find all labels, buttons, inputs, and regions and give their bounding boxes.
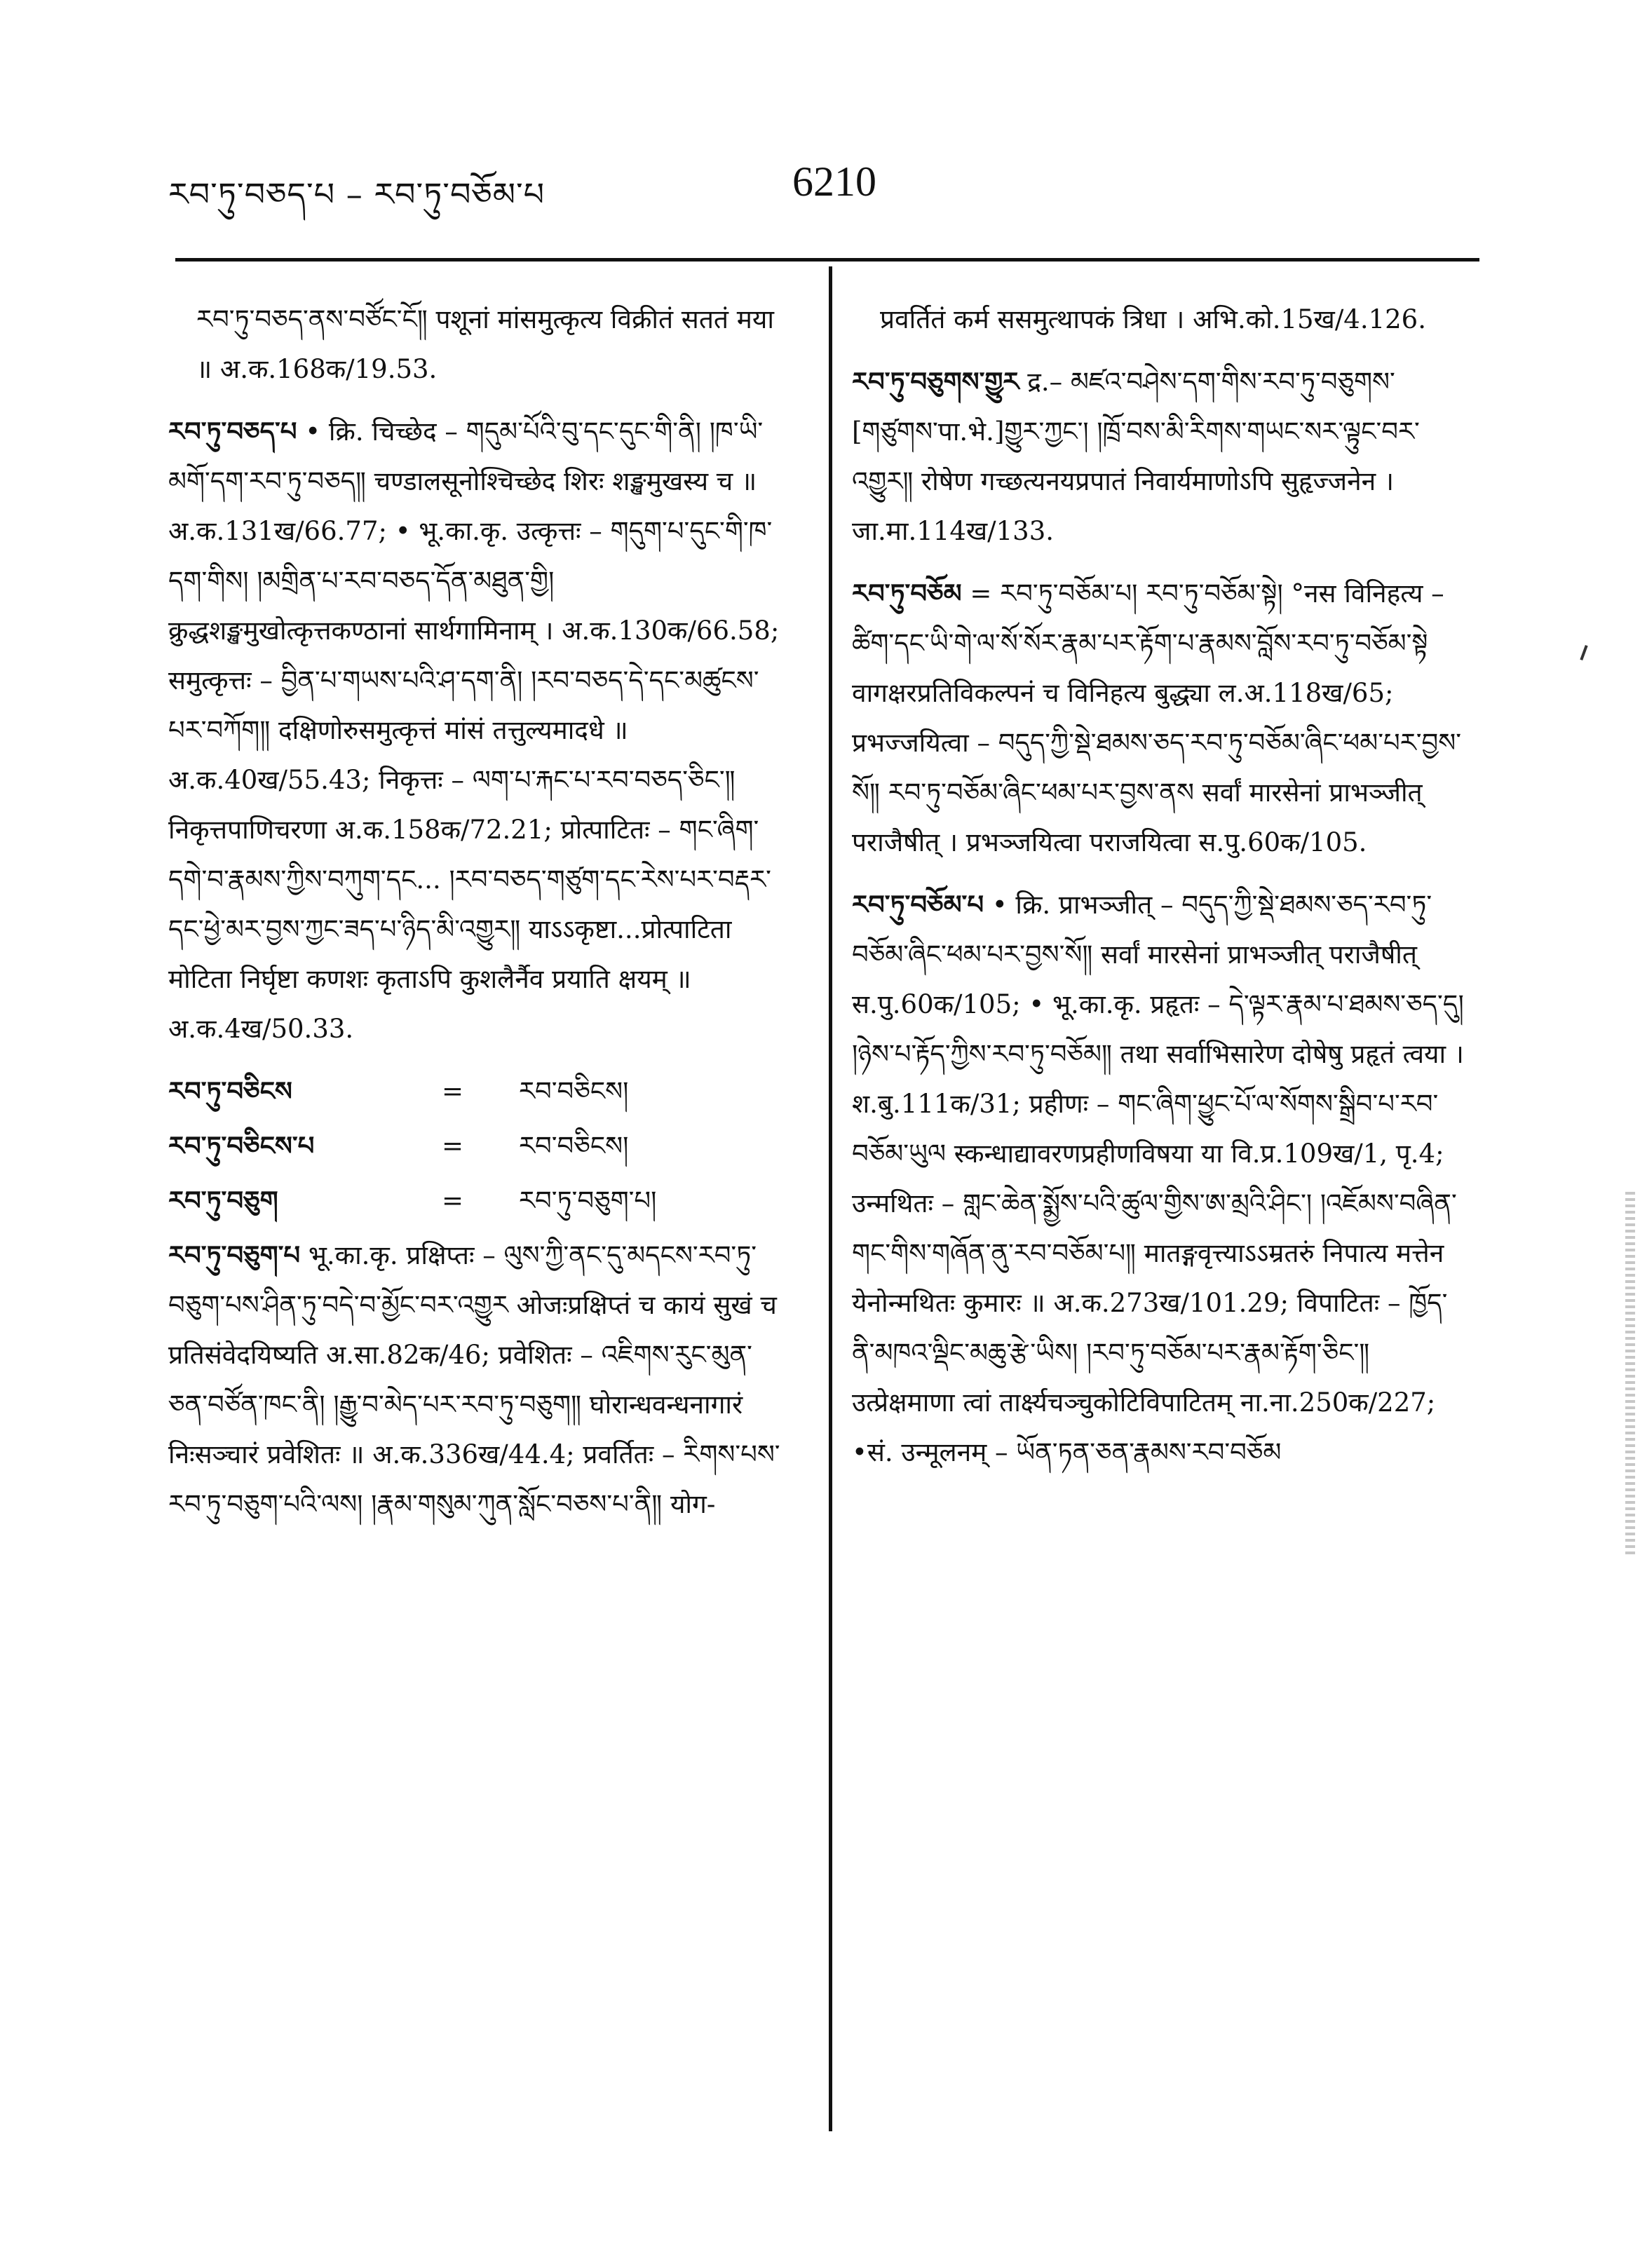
xref-target: རབ་ཏུ་བཅུག་པ། [519, 1186, 657, 1216]
continuation-text: རབ་ཏུ་བཅད་ནས་བཙོང་ངོ༎ पशूनां मांसमुत्कृत्य विक्रीतं सततं मया ॥ अ.क.168क/19.53. [196, 304, 774, 384]
xref-target: རབ་བཅིངས། [519, 1076, 629, 1106]
dictionary-entry [852, 357, 1469, 556]
entry-headword: རབ་ཏུ་བཅད་པ [168, 416, 297, 447]
running-head: རབ་ཏུ་བཅད་པ – རབ་ཏུ་བཅོམ་པ [168, 175, 545, 213]
header-rule [175, 258, 1479, 262]
dictionary-entry [168, 407, 785, 1054]
entry-headword: རབ་ཏུ་བཅོམ [852, 578, 962, 609]
cross-reference [168, 1176, 785, 1230]
entry-body: द्र.– མཛའ་བཤེས་དག་གིས་རབ་ཏུ་བཅུགས་[གཙུགས་पा.भे.]གྱུར་ཀྱང་། །ཁྲོ་བས་མི་རིགས་གཡང་སར་ལྟུང་བར་འགྱུར༎ रोषेण गच्छत्यनयप्रपातं निवार्यमाणोऽपि सुहृज्जनेन । जा.मा.114ख/133. [852, 367, 1420, 546]
xref-equals: = [442, 1186, 464, 1216]
xref-equals: = [442, 1131, 464, 1161]
xref-headword: རབ་ཏུ་བཅིངས [168, 1075, 292, 1106]
page-header [168, 151, 1486, 228]
scan-mark [1580, 645, 1587, 660]
xref-headword: རབ་ཏུ་བཅིངས་པ [168, 1130, 315, 1161]
entry-body: = རབ་ཏུ་བཅོམ་པ། རབ་ཏུ་བཅོམ་སྟེ། °नस विनिहत्य – ཚིག་དང་ཡི་གེ་ལ་སོ་སོར་རྣམ་པར་རྟོག་པ་རྣམས་བློས་རབ་ཏུ་བཅོམ་སྟེ वागक्षरप्रतिविकल्पनं च विनिहत्य बुद्ध्या ल.अ.118ख/65; प्रभज्जयित्वा – བདུད་ཀྱི་སྡེ་ཐམས་ཅད་རབ་ཏུ་བཅོམ་ཞིང་ཕམ་པར་བྱས་སོ༎ རབ་ཏུ་བཅོམ་ཞིང་ཕམ་པར་བྱས་ནས सर्वां मारसेनां प्राभञ्जीत् पराजैषीत् । प्रभञ्जयित्वा पराजयित्वा स.पु.60क/105. [852, 578, 1461, 857]
xref-equals: = [442, 1076, 464, 1106]
dictionary-entry [852, 569, 1469, 867]
xref-target: རབ་བཅིངས། [519, 1131, 629, 1161]
left-column [168, 294, 785, 1542]
page-number: 6210 [792, 158, 876, 205]
column-divider [829, 266, 832, 2131]
entry-body: • क्रि. प्राभञ्जीत् – བདུད་ཀྱི་སྡེ་ཐམས་ཅད་རབ་ཏུ་བཅོམ་ཞིང་ཕམ་པར་བྱས་སོ༎ सर्वां मारसेनां प्राभञ्जीत् पराजैषीत् स.पु.60क/105; • भू.का.कृ. प्रहृतः – དེ་ལྟར་རྣམ་པ་ཐམས་ཅད་དུ། །ཉེས་པ་རྟོད་ཀྱིས་རབ་ཏུ་བཅོམ༎ तथा सर्वाभिसारेण दोषेषु प्रहृतं त्वया । श.बु.111क/31; प्रहीणः – གང་ཞིག་ཕྱུང་པོ་ལ་སོགས་སྒྲིབ་པ་རབ་བཅོམ་ཡུལ स्कन्धाद्यावरणप्रहीणविषया या वि.प्र.109ख/1, पृ.4; उन्मथितः – གླང་ཆེན་སྨྱོས་པའི་ཚུལ་གྱིས་ཨ་མྲའི་ཤིང་། །འཇོམས་བཞིན་གང་གིས་གཞོན་ནུ་རབ་བཅོམ་པ༎ मातङ्गवृत्त्याऽऽम्रतरुं निपात्य मत्तेन येनोन्मथितः कुमारः ॥ अ.क.273ख/101.29; विपाटितः – ཁྱོད་ནི་མཁའ་ལྡིང་མཆུ་རྩེ་ཡིས། །རབ་ཏུ་བཅོམ་པར་རྣམ་རྟོག་ཅིང་༎ उत्प्रेक्षमाणा त्वां तार्क्ष्यचञ्चुकोटिविपाटितम् ना.ना.250क/227; •सं. उन्मूलनम् – ཡོན་ཏན་ཅན་རྣམས་རབ་བཅོམ [852, 890, 1464, 1467]
cross-reference [168, 1066, 785, 1121]
entry-headword: རབ་ཏུ་བཅོམ་པ [852, 889, 984, 920]
continuation-text: प्रवर्तितं कर्म ससमुत्थापकं त्रिधा । अभि.को.15ख/4.126. [880, 304, 1426, 334]
entry-headword: རབ་ཏུ་བཅུག་པ [168, 1240, 301, 1270]
scan-edge-noise [1625, 1192, 1635, 1556]
right-column [852, 294, 1469, 1490]
dictionary-entry [852, 880, 1469, 1477]
xref-headword: རབ་ཏུ་བཅུག [168, 1185, 278, 1216]
cross-reference [168, 1121, 785, 1176]
entry-body: • क्रि. चिच्छेद – གདུམ་པོའི་བུ་དང་དུང་གི་ནི། །ཁ་ཡི་མགོ་དག་རབ་ཏུ་བཅད༎ चण्डालसूनोश्चिच्छेद शिरः शङ्खमुखस्य च ॥ अ.क.131ख/66.77; • भू.का.कृ. उत्कृत्तः – གདུག་པ་དུང་གི་ཁ་དག་གིས། །མགྲིན་པ་རབ་བཅད་དོན་མཐུན་གྱི། क्रुद्धशङ्खमुखोत्कृत्तकण्ठानां सार्थगामिनाम् । अ.क.130क/66.58; समुत्कृत्तः – བྱིན་པ་གཡས་པའི་ཤ་དག་ནི། །རབ་བཅད་དེ་དང་མཚུངས་པར་བཀོག༎ दक्षिणोरुसमुत्कृत्तं मांसं तत्तुल्यमादधे ॥ अ.क.40ख/55.43; निकृत्तः – ལག་པ་རྐང་པ་རབ་བཅད་ཅིང་༎ निकृत्तपाणिचरणा अ.क.158क/72.21; प्रोत्पाटितः – གང་ཞིག་དགེ་བ་རྣམས་ཀྱིས་བཀུག་དང... །རབ་བཅད་གཙུག་དང་རེས་པར་བརྡར་དང་ཕྱེ་མར་བྱས་ཀྱང་ཟད་པ་ཉིད་མི་འགྱུར༎ याऽऽकृष्टा...प्रोत्पाटिता मोटिता निर्घृष्टा कणशः कृताऽपि कुशलैर्नैव प्रयाति क्षयम् ॥ अ.क.4ख/50.33. [168, 416, 780, 1044]
entry-headword: རབ་ཏུ་བཅུགས་གྱུར [852, 366, 1019, 397]
dictionary-entry [168, 1230, 785, 1529]
entry-body: भू.का.कृ. प्रक्षिप्तः – ལུས་ཀྱི་ནང་དུ་མདངས་རབ་ཏུ་བཅུག་པས་ཤིན་ཏུ་བདེ་བ་མྱོང་བར་འགྱུར ओजःप्रक्षिप्तं च कायं सुखं च प्रतिसंवेदयिष्यति अ.सा.82क/46; प्रवेशितः – འཇིགས་རུང་མུན་ཅན་བཙོན་ཁང་ནི། །རྒྱུ་བ་མེད་པར་རབ་ཏུ་བཅུག༎ घोरान्धवन्धनागारं निःसञ्चारं प्रवेशितः ॥ अ.क.336ख/44.4; प्रवर्तितः – རིགས་པས་རབ་ཏུ་བཅུག་པའི་ལས། །རྣམ་གསུམ་ཀུན་སློང་བཅས་པ་ནི༎ योग- [168, 1240, 780, 1519]
